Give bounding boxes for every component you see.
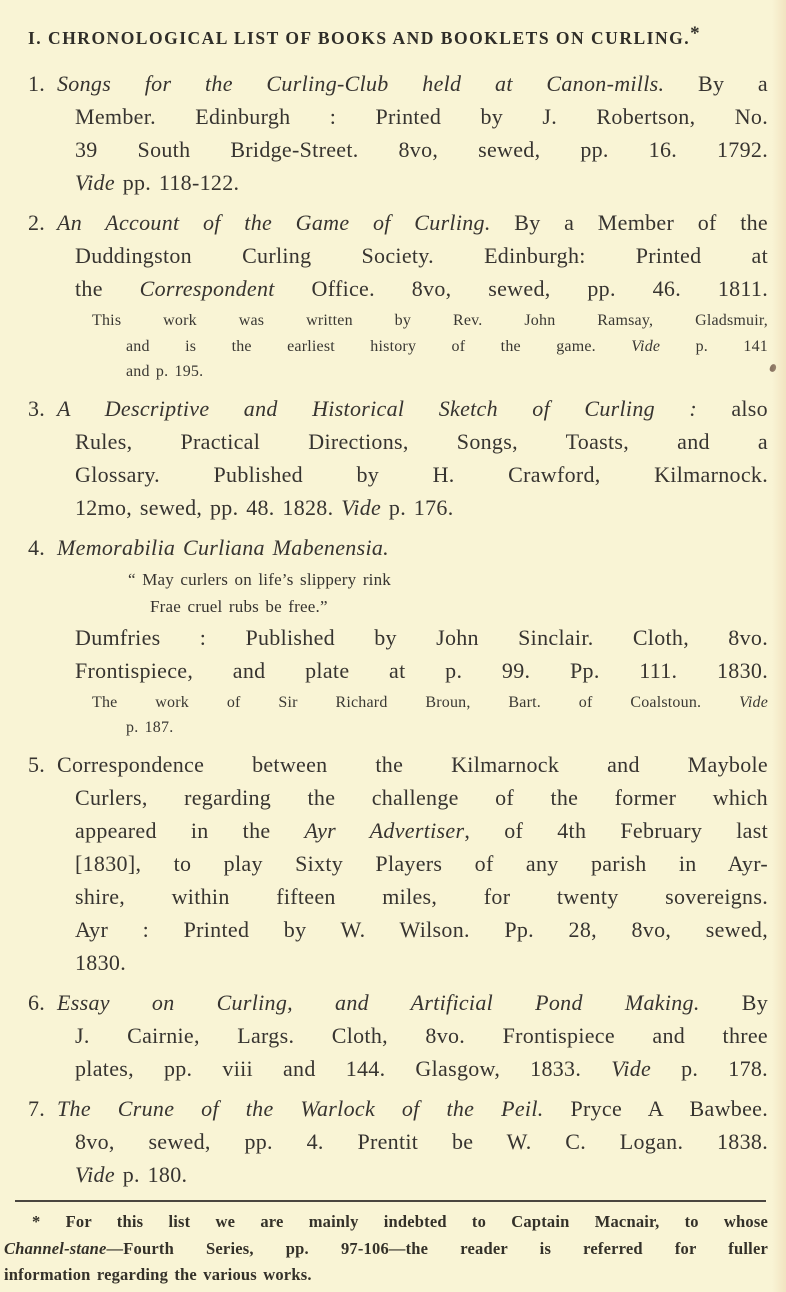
entry-text-line [57,986,768,1019]
entry-text-line [75,1052,768,1085]
footnote-line [4,1209,768,1236]
roman-text: and p. 195. [126,363,204,380]
footnote-divider [15,1200,766,1203]
roman-text: and is the earliest history of the game. [126,337,632,355]
footnote [4,1209,768,1289]
entry-text-line [75,425,768,458]
entry-list [28,67,768,1191]
list-entry-1 [28,67,768,199]
roman-text: p. 141 [660,337,768,355]
entry-text-line [75,458,768,491]
roman-text: [1830], to play Sixty Players of any parish in Ayr- [75,850,768,876]
entry-text-line [75,166,768,199]
entry-text-line [75,946,768,979]
roman-text: the [75,276,140,301]
roman-text: By a [664,71,768,96]
entry-text-line [57,1092,768,1125]
roman-text: * For this list we are mainly indebted to Captain Macnair, to whose [32,1212,768,1231]
page-heading [28,20,768,52]
entry-text-line [75,781,768,814]
entry-number: 6. [28,989,46,1015]
roman-text: p. 178. [651,1055,768,1081]
roman-text: “ May curlers on life’s slippery rink [128,569,392,589]
entry-note [92,308,768,385]
roman-text: p. 180. [114,1161,188,1187]
entry-number: 4. [28,534,46,560]
entry-note [92,690,768,741]
entry-text-line [75,1158,768,1191]
italic-text: Vide [631,337,661,355]
page-heading-text: I. CHRONOLOGICAL LIST OF BOOKS AND BOOKLETS ON CURLING. [28,28,691,48]
verse-line [128,566,768,594]
page-content [4,20,769,1289]
roman-text: Member. Edinburgh : Printed by J. Robertson, No. [75,104,768,129]
italic-text: Correspondent [139,276,275,301]
entry-text-line [57,67,768,100]
entry-text-line [75,239,768,272]
note-line [126,334,768,360]
note-line [92,690,768,716]
roman-text: also [696,395,768,421]
roman-text: Pryce A Bawbee. [543,1095,768,1121]
italic-text: Vide [341,494,382,520]
entry-text-line [57,748,768,781]
entry-text-line [75,913,768,946]
list-entry-5 [28,748,768,979]
list-entry-7 [28,1092,768,1191]
roman-text: Duddingston Curling Society. Edinburgh: Printed at [75,243,768,268]
list-entry-3 [28,392,768,524]
roman-text: Office. 8vo, sewed, pp. 46. 1811. [274,276,768,301]
italic-text: A Descriptive and Historical Sketch of Curling : [57,395,697,421]
roman-text: 12mo, sewed, pp. 48. 1828. [75,494,342,520]
roman-text: 1830. [75,949,126,975]
roman-text: 8vo, sewed, pp. 4. Prentit be W. C. Logan. 1838. [75,1128,768,1154]
entry-number: 3. [28,395,46,421]
roman-text: Rules, Practical Directions, Songs, Toasts, and a [75,428,768,454]
entry-verse [75,566,768,621]
roman-text: appeared in the [75,817,305,843]
note-line [126,359,768,385]
entry-text-line [75,847,768,880]
entry-number: 2. [28,210,46,235]
italic-text: Essay on Curling, and Artificial Pond Making. [57,989,700,1015]
entry-text-line [57,206,768,239]
roman-text: By [699,989,769,1015]
italic-text: Memorabilia Curliana Mabenensia. [57,534,389,560]
entry-text-line [75,654,768,687]
verse-line [150,593,768,621]
footnote-line [4,1236,768,1263]
entry-text-line [75,272,768,305]
entry-text-line [75,1019,768,1052]
roman-text: This work was written by Rev. John Ramsay, Gladsmuir, [92,312,768,329]
italic-text: An Account of the Game of Curling. [57,210,491,235]
footnote-line [4,1262,768,1289]
entry-text-line [75,1125,768,1158]
entry-number: 7. [28,1095,46,1121]
roman-text: Frontispiece, and plate at p. 99. Pp. 111. 1830. [75,657,768,683]
roman-text: Curlers, regarding the challenge of the former which [75,784,768,810]
note-line [126,715,768,741]
roman-text: pp. 118-122. [114,170,240,195]
italic-text: Vide [611,1055,652,1081]
roman-text: information regarding the various works. [4,1265,312,1284]
footnote-asterisk-marker: * [690,23,700,44]
italic-text: Songs for the Curling-Club held at Canon-mills. [57,71,665,96]
entry-text-line [75,621,768,654]
list-entry-4 [28,531,768,741]
entry-text-line [75,133,768,166]
italic-text: Vide [75,170,115,195]
roman-text: Correspondence between the Kilmarnock and Maybole [57,751,768,777]
entry-text-line [75,491,768,524]
roman-text: plates, pp. viii and 144. Glasgow, 1833. [75,1055,612,1081]
italic-text: Vide [75,1161,115,1187]
roman-text: Glossary. Published by H. Crawford, Kilmarnock. [75,461,768,487]
roman-text: p. 187. [126,719,174,736]
roman-text: —Fourth Series, pp. 97-106—the reader is referred for fuller [106,1238,768,1258]
entry-number: 1. [28,71,46,96]
italic-text: Channel-stane [4,1238,107,1258]
roman-text: p. 176. [381,494,454,520]
list-entry-2 [28,206,768,385]
entry-number: 5. [28,751,46,777]
roman-text: shire, within fifteen miles, for twenty sovereigns. [75,883,768,909]
roman-text: Ayr : Printed by W. Wilson. Pp. 28, 8vo, sewed, [75,916,768,942]
roman-text: J. Cairnie, Largs. Cloth, 8vo. Frontispiece and three [75,1022,768,1048]
roman-text: Frae cruel rubs be free.” [150,597,328,616]
list-entry-6 [28,986,769,1085]
entry-text-line [75,880,768,913]
entry-text-line [57,531,768,564]
roman-text: , of 4th February last [464,817,768,843]
note-line [92,308,768,334]
roman-text: The work of Sir Richard Broun, Bart. of Coalstoun. [92,693,740,711]
roman-text: Dumfries : Published by John Sinclair. Cloth, 8vo. [75,624,768,650]
entry-text-line [75,814,768,847]
page-edge-shadow [772,0,786,1292]
roman-text: 39 South Bridge-Street. 8vo, sewed, pp. 16. 1792. [75,137,768,162]
entry-text-line [75,100,768,133]
entry-text-line [57,392,768,425]
roman-text: By a Member of the [490,210,768,235]
italic-text: Vide [739,693,768,711]
italic-text: The Crune of the Warlock of the Peil. [57,1095,544,1121]
italic-text: Ayr Advertiser [304,817,465,843]
